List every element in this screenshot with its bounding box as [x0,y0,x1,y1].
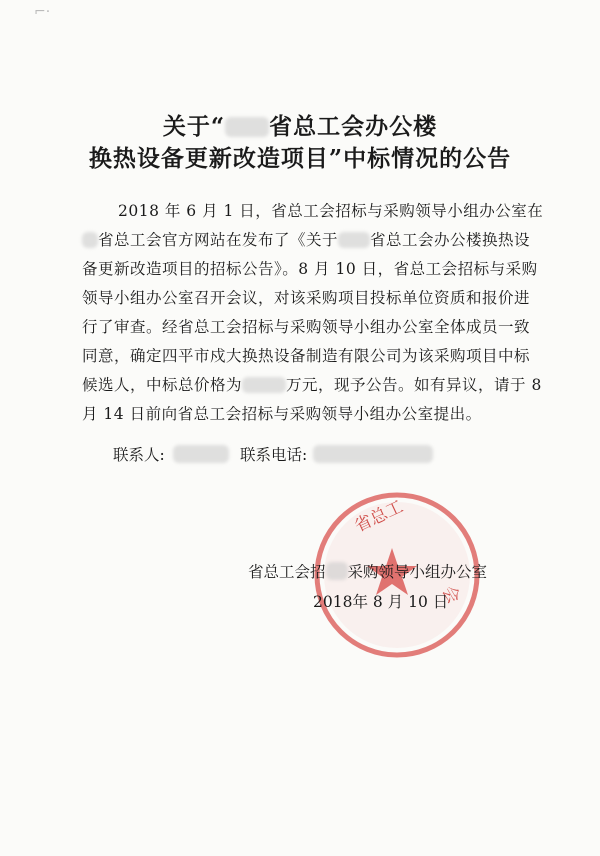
scan-mark-icon: ⌐· [34,4,51,20]
redacted-province [82,232,98,248]
body-line-1: 2018 年 6 月 1 日，省总工会招标与采购领导小组办公室在 [118,202,544,220]
redacted-province [338,232,370,248]
body-line-2: 省总工会官方网站在发布了《关于 省总工会办公楼换热设 [82,228,530,250]
svg-text:省总工: 省总工 [351,496,407,537]
body-line-5: 行了审查。经省总工会招标与采购领导小组办公室全体成员一致 [82,318,531,336]
body-line-8: 月 14 日前向省总工会招标与采购领导小组办公室提出。 [82,405,482,423]
redacted-name [225,117,269,137]
issue-date: 2018年 8 月 10 日 [313,593,449,611]
body-line-3: 备更新改造项目的招标公告》。8 月 10 日，省总工会招标与采购 [82,260,538,278]
body-line-7: 候选人，中标总价格为 万元，现予公告。如有异议，请于 8 [82,376,542,394]
body-line-4: 领导小组办公室召开会议，对该采购项目投标单位资质和报价进 [82,289,531,307]
svg-text:会: 会 [437,582,464,608]
contact-person: 联系人: [113,443,229,465]
redacted-signature [326,562,348,580]
contact-phone: 联系电话: [240,443,433,465]
title-line-1: 关于“ 省总工会办公楼 [162,113,438,140]
redacted-contact-name [173,445,229,463]
redacted-price [242,377,286,393]
body-line-6: 同意，确定四平市戍大换热设备制造有限公司为该采购项目中标 [82,347,531,365]
title-line-2: 换热设备更新改造项目”中标情况的公告 [88,145,512,172]
issuer-signature: 省总工会招 采购领导小组办公室 [248,563,488,581]
redacted-phone [313,445,433,463]
